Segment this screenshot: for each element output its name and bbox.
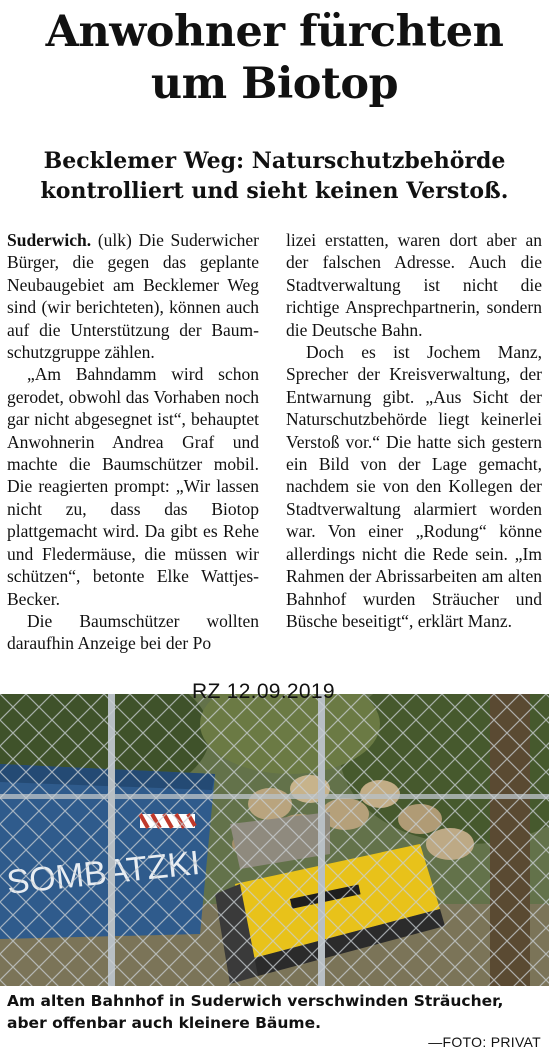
caption-line-2: aber offenbar auch kleinere Bäume.: [7, 1014, 321, 1032]
headline-line-2: um Biotop: [150, 59, 399, 109]
article-photo: [0, 694, 549, 986]
article-paragraph: „Am Bahndamm wird schon gerodet, obwohl das Vorhaben noch gar nicht abgesegnet ist“, behauptet Anwohnerin Andrea Graf und machte die Baumschützer mobil. Die reagierten prompt: „Wir lassen nicht zu, dass das Biotop plattgemacht wird. Da gibt es Rehe und Fledermäuse, die müssen wir schützen“, betonte Elke Wattjes-Becker.: [7, 364, 259, 609]
dateline: Suderwich.: [7, 230, 92, 250]
article-paragraph: [7, 229, 259, 363]
construction-fence: [0, 694, 549, 986]
caption-line-1: Am alten Bahnhof in Suderwich verschwinden Sträucher,: [7, 992, 504, 1010]
photo-credit: —FOTO: PRIVAT: [428, 1034, 541, 1050]
paragraph-text: (ulk) Die Suderwicher Bürger, die gegen das geplante Neubaugebiet am Becklemer Weg sind (wir berichteten), können auch auf die Unterstützung der Baumschutzgruppe zählen.: [7, 230, 259, 363]
headline-line-1: Anwohner fürchten: [45, 7, 504, 57]
photo-caption: [7, 990, 547, 1034]
article-paragraph: lizei erstatten, waren dort aber an der falschen Adresse. Auch die Stadtverwaltung ist nicht die richtige Ansprechpartnerin, sondern die Deutsche Bahn.: [286, 230, 542, 340]
date-stamp: RZ 12.09.2019: [192, 680, 335, 703]
subheadline-line-1: Becklemer Weg: Naturschutzbehörde: [43, 148, 506, 174]
article-paragraph: Die Baumschützer wollten daraufhin Anzeige bei der Po: [7, 610, 259, 654]
article-column-right: [286, 229, 542, 632]
subheadline-line-2: kontrolliert und sieht keinen Verstoß.: [40, 178, 509, 204]
photo-illustration: [0, 694, 549, 986]
headline: [0, 6, 549, 110]
subheadline: [0, 146, 549, 206]
article-column-left: [7, 229, 259, 655]
article-paragraph: Doch es ist Jochem Manz, Sprecher der Kreisverwaltung, der Entwarnung gibt. „Aus Sicht der Naturschutzbehörde liegt keinerlei Verstoß vor.“ Die hatte sich gestern ein Bild von der Lage gemacht, nachdem sie von den Kollegen der Stadtverwaltung alarmiert worden war. Von einer „Rodung“ könne allerdings nicht die Rede sein. „Im Rahmen der Abrissarbeiten am alten Bahnhof wurden Sträucher und Büsche beseitigt“, erklärt Manz.: [286, 342, 542, 631]
